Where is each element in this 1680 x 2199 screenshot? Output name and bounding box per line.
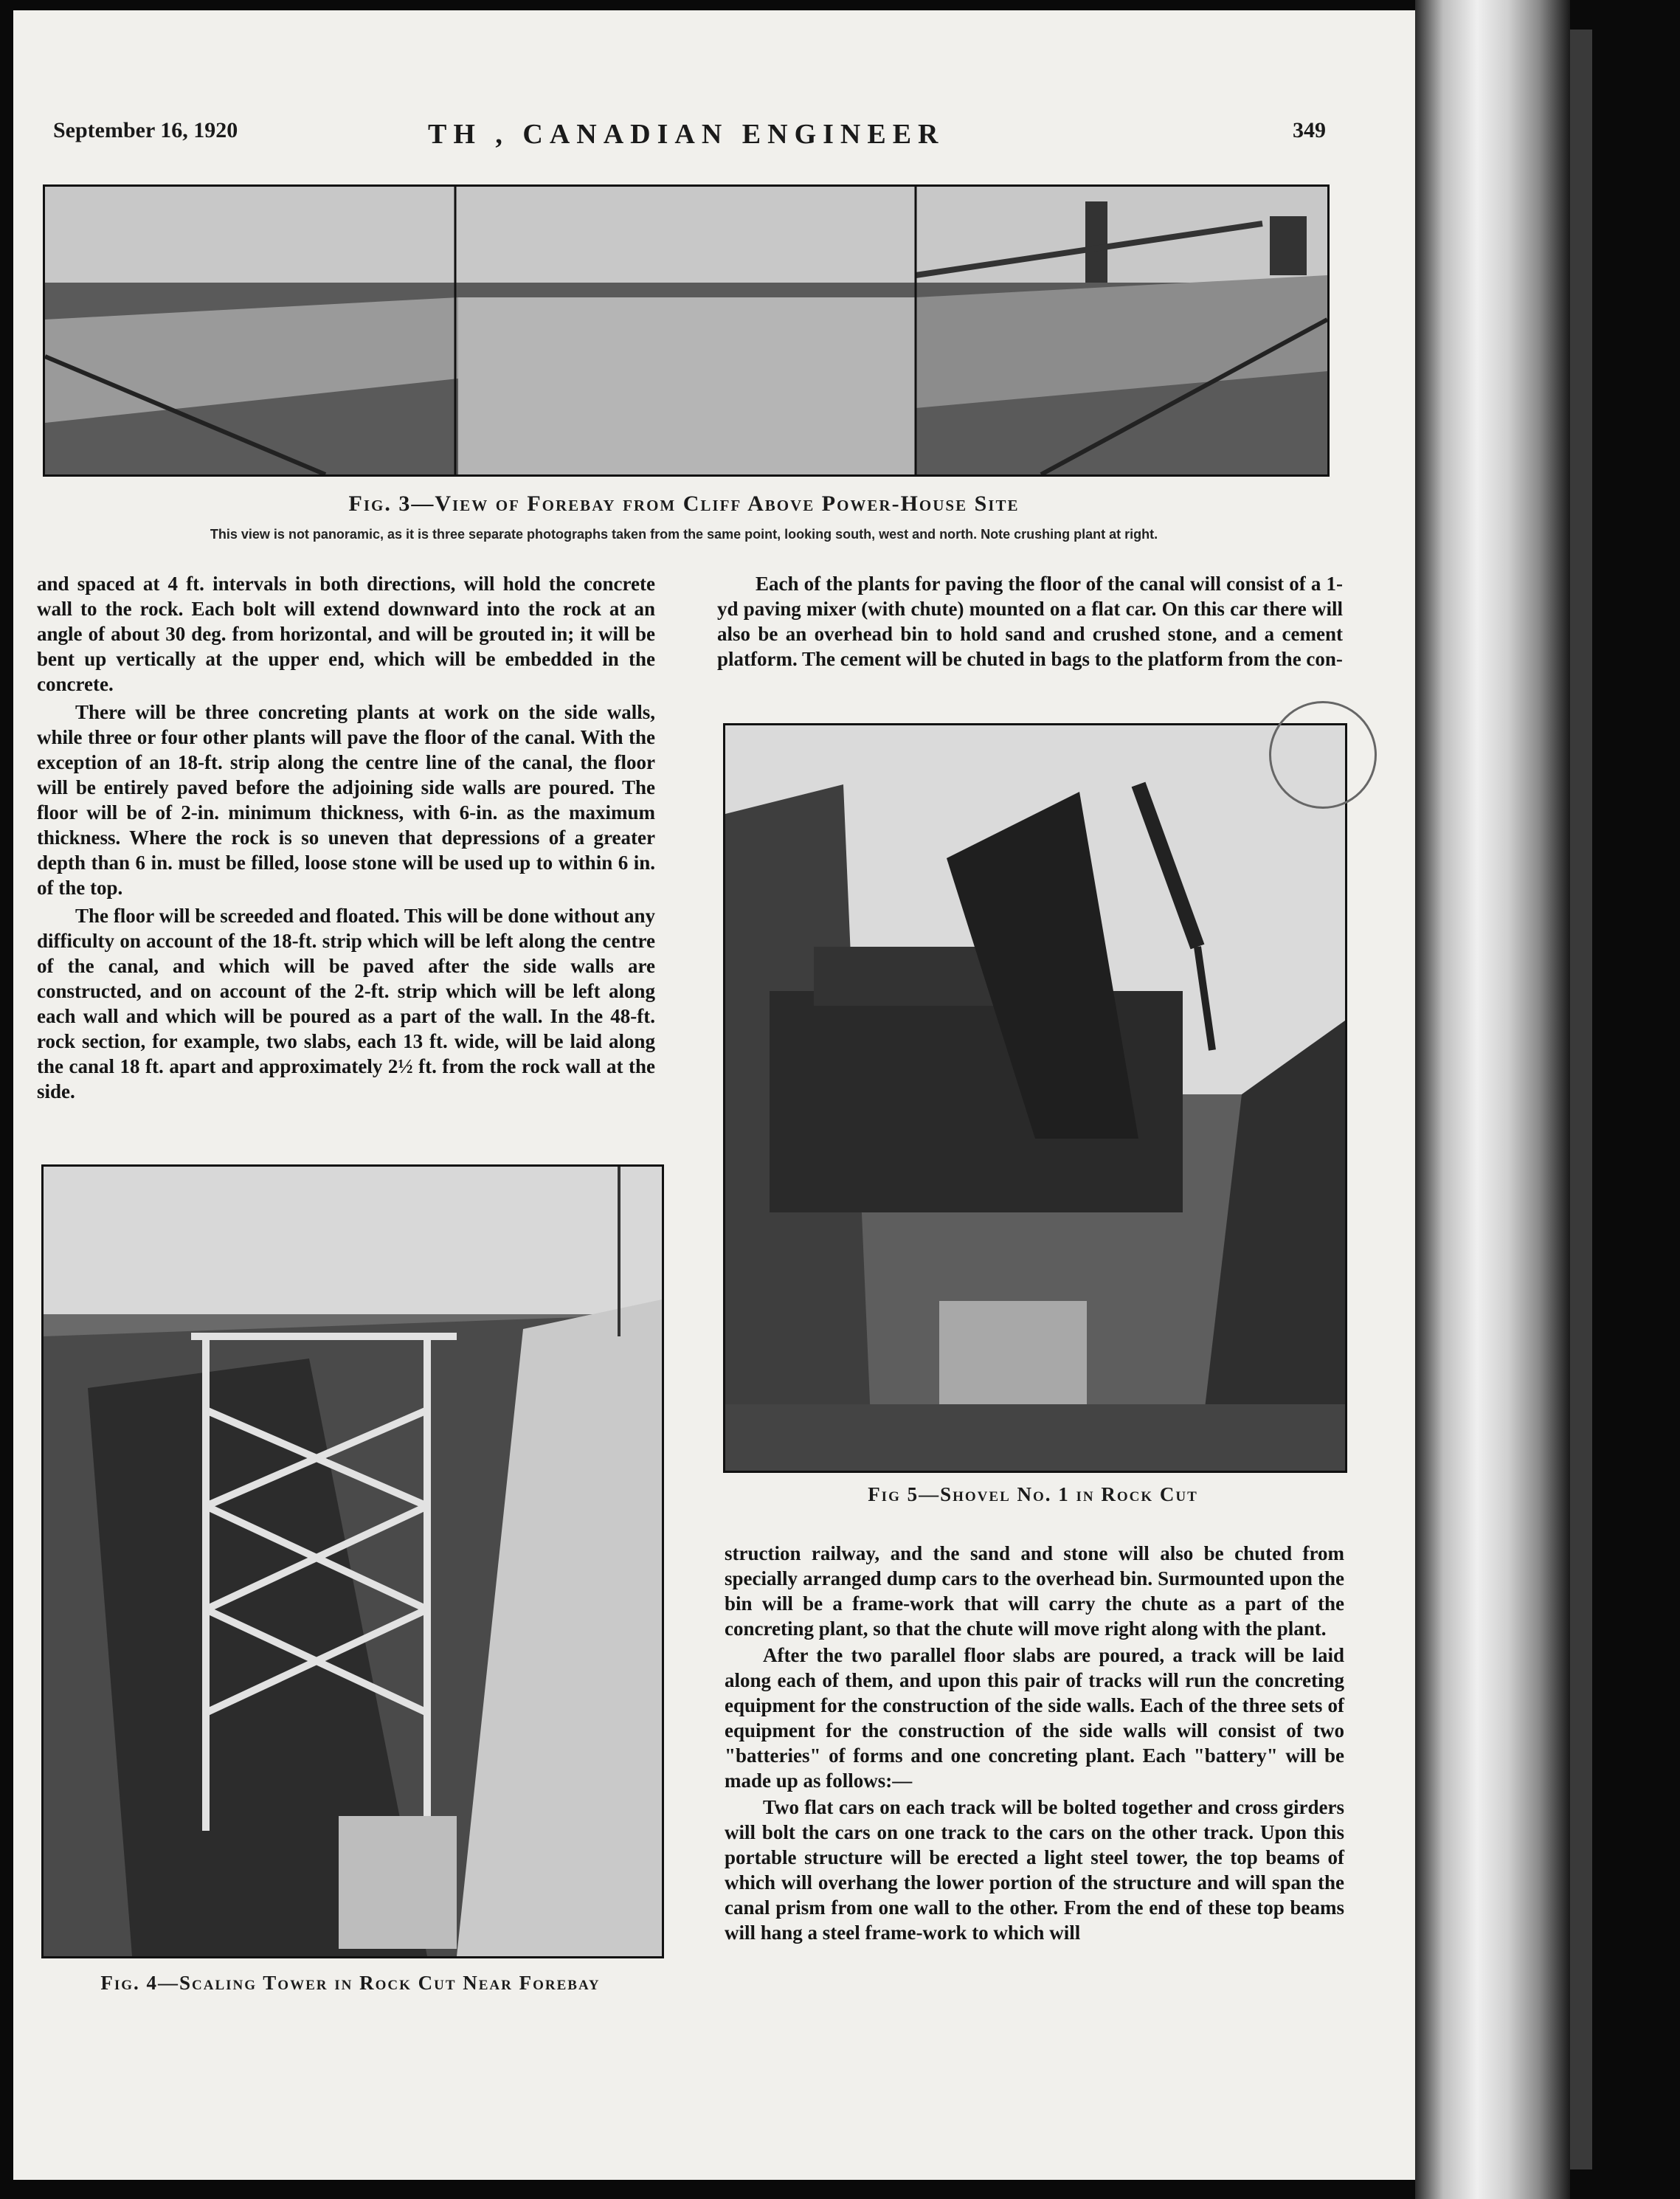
right-paragraph-4: Two flat cars on each track will be bolted together and cross girders will bolt the cars on one track to the cars on the other track. Upon this portable structure will be erected a light steel tower, the top beams of which will overhang the lower portion of the structure and will span the canal prism from one wall to the other. From the end of these top beams will hang a steel frame-work to which will	[725, 1796, 1344, 1944]
left-paragraph-3: The floor will be screeded and floated. This will be done without any difficulty on account of the 18-ft. strip which will be left along the centre of the canal, and which will be paved after the side walls are constructed, and on account of the 2-ft. strip which will be left along each wall and which will be poured as a part of the wall. In the 48-ft. rock section, for example, two slabs, each 13 ft. wide, will be laid along the canal 18 ft. apart and approximately 2½ ft. from the rock wall at the side.	[37, 905, 655, 1102]
header-date: September 16, 1920	[53, 118, 238, 142]
right-column-bottom-text	[725, 1541, 1344, 1945]
left-column-text	[37, 571, 655, 1104]
right-paragraph-1: Each of the plants for paving the floor of the canal will consist of a 1-yd paving mixer (with chute) mounted on a flat car. On this car there will also be an overhead bin to hold sand and crushed stone, and a cement platform. The cement will be chuted in bags to the platform from the con-	[717, 573, 1343, 670]
fig4-caption: Fig. 4—Scaling Tower in Rock Cut Near Forebay	[100, 1972, 601, 1994]
library-stamp	[1269, 701, 1377, 809]
left-paragraph-2: There will be three concreting plants at work on the side walls, while three or four other plants will pave the floor of the canal. With the exception of an 18-ft. strip along the centre line of the canal, the floor will be entirely paved before the adjoining side walls are poured. The floor will be of 2-in. minimum thickness, with 6-in. as the maximum thickness. Where the rock is so uneven that depressions of a greater depth than 6 in. must be filled, loose stone will be used up to within 6 in. of the top.	[37, 701, 655, 899]
right-column-top-text	[717, 571, 1343, 672]
fig5-photograph	[723, 723, 1347, 1473]
header-page-number: 349	[1293, 118, 1326, 142]
fig3-caption: Fig. 3—View of Forebay from Cliff Above Power-House Site	[348, 491, 1020, 516]
fig3-photograph	[43, 184, 1330, 477]
fig4-photograph	[41, 1164, 664, 1958]
fig3-subcaption: This view is not panoramic, as it is three separate photographs taken from the same point, looking south, west and north. Note crushing plant at right.	[210, 527, 1158, 542]
left-paragraph-1: and spaced at 4 ft. intervals in both directions, will hold the concrete wall to the rock. Each bolt will extend downward into the rock at an angle of about 30 deg. from horizontal, and will be grouted in; it will be bent up vertically at the upper end, which will be embedded in the concrete.	[37, 573, 655, 695]
right-paragraph-2: struction railway, and the sand and stone will also be chuted from specially arranged dump cars to the overhead bin. Surmounted upon the bin will be a frame-work that will carry the chute as a part of the concreting plant, so that the chute will move right along with the plant.	[725, 1542, 1344, 1640]
book-spine	[1415, 0, 1570, 2199]
fig5-caption: Fig 5—Shovel No. 1 in Rock Cut	[868, 1483, 1198, 1505]
header-journal-title: TH , CANADIAN ENGINEER	[428, 119, 945, 150]
right-paragraph-3: After the two parallel floor slabs are poured, a track will be laid along each of them, and upon this pair of tracks will run the concreting equipment for the construction of the side walls. Each of the three sets of equipment for the construction of the side walls will consist of two "batteries" of forms and one concreting plant. Each "battery" will be made up as follows:—	[725, 1644, 1344, 1792]
page-edge	[1570, 30, 1592, 2169]
